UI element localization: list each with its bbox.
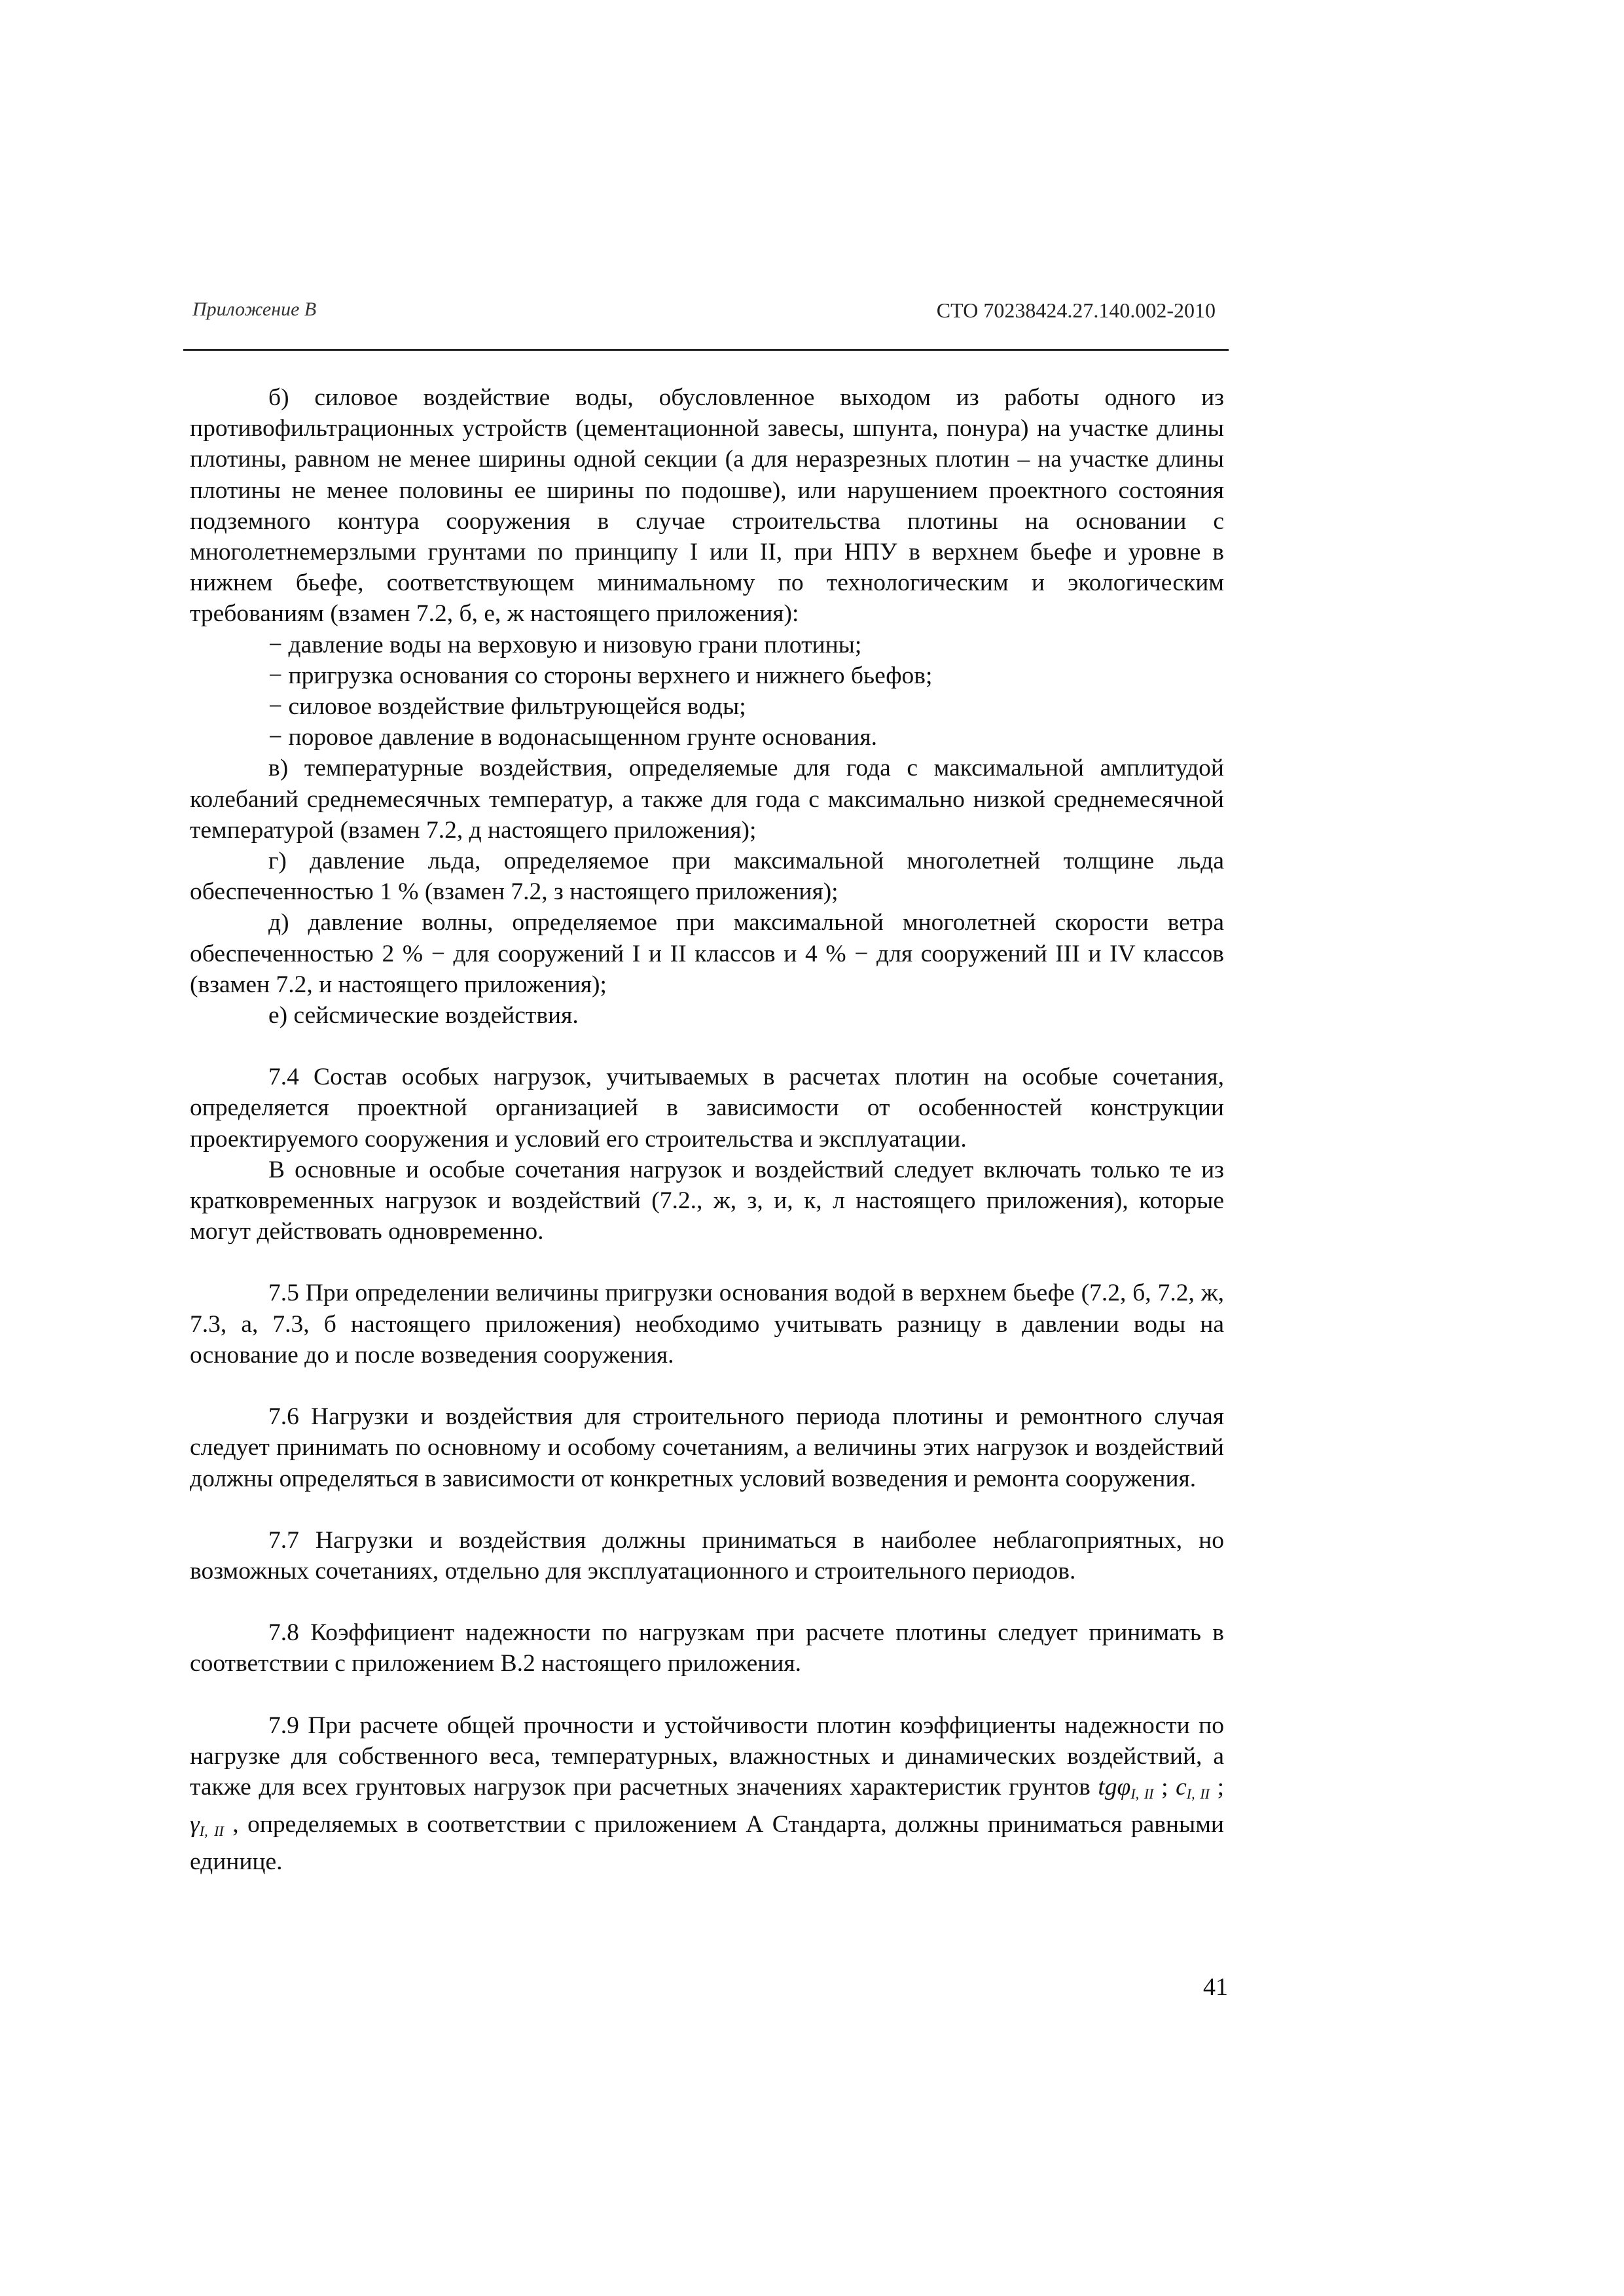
paragraph-7-9-text-end: , определяемых в соответствии с приложением А Стандарта, должны приниматься равными единице. (190, 1811, 1224, 1876)
header-appendix-label: Приложение В (192, 298, 317, 320)
paragraph-7-4: 7.4 Состав особых нагрузок, учитываемых в расчетах плотин на особые сочетания, определяется проектной организацией в зависимости от особенностей конструкции проектируемого сооружения и условий его строительства и эксплуатации. (190, 1064, 1224, 1153)
formula-separator-1: ; (1153, 1773, 1176, 1801)
formula-c: c (1176, 1773, 1187, 1801)
paragraph-b: б) силовое воздействие воды, обусловленное выходом из работы одного из противофильтрационных устройств (цементационной завесы, шпунта, понура) на участке длины плотины, равном не менее ширины одной секции (а для неразрезных плотин – на участке длины плотины не менее половины ее ширины по подошве), или нарушением проектного состояния подземного контура сооружения в случае строительства плотины на основании с многолетнемерзлыми грунтами по принципу I или II, при НПУ в верхнем бьефе и уровне в нижнем бьефе, соответствующем минимальному по технологическим и экологическим требованиям (взамен 7.2, б, е, ж настоящего приложения): (190, 384, 1224, 628)
page-body (190, 382, 1224, 1878)
paragraph-d: д) давление волны, определяемое при максимальной многолетней скорости ветра обеспеченностью 2 % − для сооружений I и II классов и 4 % − для сооружений III и IV классов (взамен 7.2, и настоящего приложения); (190, 909, 1224, 998)
formula-separator-2: ; (1209, 1773, 1224, 1801)
list-item-dash-4: − поровое давление в водонасыщенном грунте основания. (268, 724, 877, 751)
paragraph-e: е) сейсмические воздействия. (268, 1002, 579, 1030)
paragraph-7-7: 7.7 Нагрузки и воздействия должны приниматься в наиболее неблагоприятных, но возможных сочетаниях, отдельно для эксплуатационного и строительного периодов. (190, 1526, 1224, 1585)
paragraph-7-5: 7.5 При определении величины пригрузки основания водой в верхнем бьефе (7.2, б, 7.2, ж, 7.3, а, 7.3, б настоящего приложения) необходимо учитывать разницу в давлении воды на основание до и после возведения сооружения. (190, 1280, 1224, 1369)
paragraph-v: в) температурные воздействия, определяемые для года с максимальной амплитудой колебаний среднемесячных температур, а также для года с максимально низкой среднемесячной температурой (взамен 7.2, д настоящего приложения); (190, 755, 1224, 844)
formula-subscript-gamma: I, II (199, 1823, 224, 1840)
header-divider (183, 349, 1229, 351)
paragraph-7-6: 7.6 Нагрузки и воздействия для строительного периода плотины и ремонтного случая следует принимать по основному и особому сочетаниям, а величины этих нагрузок и воздействий должны определяться в зависимости от конкретных условий возведения и ремонта сооружения. (190, 1403, 1224, 1492)
paragraph-7-4-continued: В основные и особые сочетания нагрузок и воздействий следует включать только те из кратковременных нагрузок и воздействий (7.2., ж, з, и, к, л настоящего приложения), которые могут действовать одновременно. (190, 1156, 1224, 1246)
page-number: 41 (1203, 1973, 1228, 2001)
paragraph-7-9-text-start: 7.9 При расчете общей прочности и устойчивости плотин коэффициенты надежности по нагрузке для собственного веса, температурных, влажностных и динамических воздействий, а также для всех грунтовых нагрузок при расчетных значениях характеристик грунтов (190, 1712, 1224, 1801)
formula-subscript-phi: I, II (1130, 1785, 1154, 1802)
formula-subscript-c: I, II (1186, 1785, 1210, 1802)
list-item-dash-2: − пригрузка основания со стороны верхнего и нижнего бьефов; (268, 662, 933, 689)
paragraph-7-9 (190, 1710, 1224, 1878)
list-item-dash-1: − давление воды на верховую и низовую грани плотины; (268, 631, 862, 658)
paragraph-g: г) давление льда, определяемое при максимальной многолетней толщине льда обеспеченностью 1 % (взамен 7.2, з настоящего приложения); (190, 848, 1224, 906)
list-item-dash-3: − силовое воздействие фильтрующейся воды; (268, 693, 746, 721)
formula-tg-phi: tgφ (1098, 1773, 1131, 1801)
header-document-code: СТО 70238424.27.140.002-2010 (936, 298, 1216, 322)
paragraph-7-8: 7.8 Коэффициент надежности по нагрузкам при расчете плотины следует принимать в соответствии с приложением В.2 настоящего приложения. (190, 1619, 1224, 1677)
formula-gamma: γ (190, 1811, 200, 1839)
page-header (183, 298, 1229, 338)
